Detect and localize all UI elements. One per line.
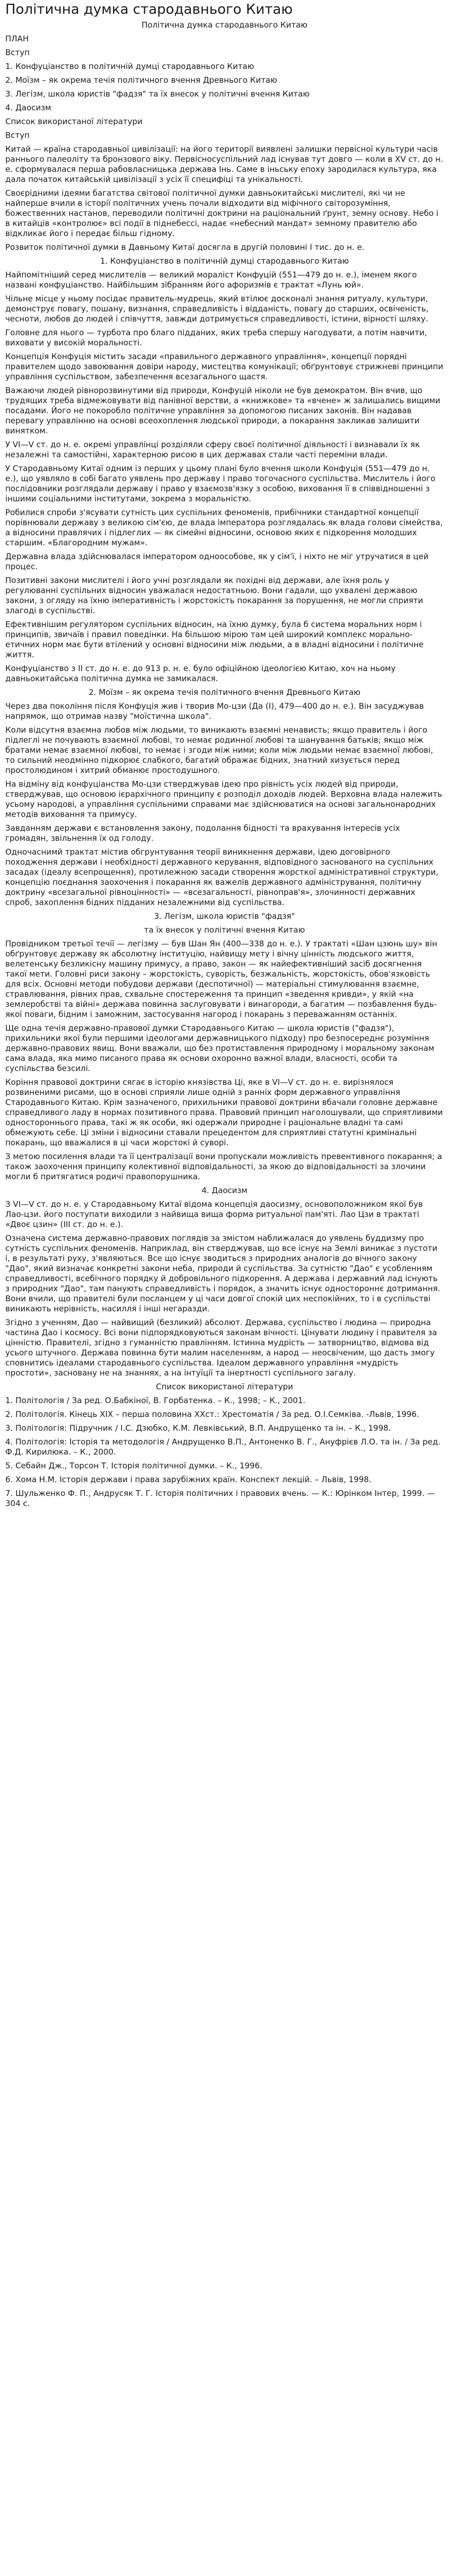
- paragraph: 3. Політологія: Підручник / І.С. Дзюбко, К.М. Левківський, В.П. Андрущенко та ін. – К., 1998.: [5, 1423, 391, 1433]
- paragraph: Коли відсутня взаємна любов між людьми, то виникають взаємні ненависть; якщо правитель і його підлеглі не почувають взаємної любові, то немає родинної любові та шанування батьків; якщо між братами немає взаємної любові, то немає і згоди між ними; коли між людьми немає взаємної любові, то сильний неодмінно підкорює слабкого, багатий ображає бідних, знатний хизується перед простолюдином і хитрий обманює простодушного.: [5, 725, 434, 775]
- paragraph: 6. Хома Н.М. Історія держави і права зарубіжних країн. Конспект лекцій. – Львів, 1998.: [5, 1475, 372, 1484]
- paragraph: ПЛАН: [5, 34, 29, 43]
- paragraph: Одночаснимй трактат містив обгрунтування теорії виникнення держави, ідею договірного походження держави і необхідності державного керування, відповідного заснованого на суспільних засадах (ідеалу всепрощення), протилежною засади створення жорсткої адміністративної структури, концепцію поєднання заохочення і покарання як важелів державного адміністрування, політичну доктрину «всезагальної рівноцінності» — «всезагальності, рівноправ'я», злочинності державних спроб, захоплення бідних підданих незалежними від суспільства.: [5, 847, 438, 907]
- paragraph: Означена система державно-правових поглядів за змістом наближалася до уявлень буддизму про сутність суспільних феноменів. Наприклад, він стверджував, що все існує на Землі виникає з пустоти і, в результаті руху, з'являються. Все що існує зводиться з природних аналогів до вічного закону "Дао", який визначає конкретні закони неба, природи й суспільства. За сутністю "Дао" є усобленням справедливості, всебічного порядку й добровільного підкорення. А держава і державний лад існують з природних "Дао", там панують справедливість і порядок, а значить існує одностороннє дотримання. Вони вчили, що правителі були посланцем у ці часи довгої спокій цих неспокійних, то і в суспільстві виникають нерівність, насилля і інші негаразди.: [5, 1233, 441, 1313]
- paragraph: Позитивні закони мислителі і його учні розглядали як похідні від держави, але їхня роль у регулюванні суспільних відносин уважалася недостатньою. Вони гадали, що ухвалені державою закони, з огляду на їхню імперативність і жорстокість покарання за порушення, не могли сприяти злагоді в суспільстві.: [5, 576, 424, 615]
- paragraph: Чільне місце у ньому посідає правитель-мудрець, який втілює досконалі знання ритуалу, культури, демонструє повагу, пошану, визнання, справедливість і відданість, повагу до старших, освіченість, чесноти, любов до людей і співчуття, завжди дотримується справедливості, істини, вірності шляху.: [5, 294, 429, 324]
- paragraph: Державна влада здійснювалася імператором одноособове, як у сім'ї, і ніхто не міг утручатися в цей процес.: [5, 552, 429, 571]
- paragraph: На відміну від конфуціанства Мо-цзи стверджував ідею про рівність усіх людей від природи, стверджував, що основою ієрархічного принципу є розподіл доходів людей. Верховна влада належить усьому народові, а управління суспільними справами має здійснюватися на основі загальнонародних методів виховання та примусу.: [5, 779, 442, 819]
- document-body: [5, 20, 444, 1509]
- paragraph: Розвиток політичної думки в Давньому Китаї досягла в другій половині I тис. до н. е.: [5, 242, 365, 252]
- paragraph: Важаючи людей рівнорозвинутими від природи, Конфуцій ніколи не був демократом. Він вчив, що трудящих треба відмежовувати від панівної верстви, а «книжкове» та «вчене» ж залишались вищими посадами. Його не покоробло політичне управління за допомогою писаних законів. Він надавав перевагу управлінню на основі всеохоплення людської природи, а покарання закликав залишити винятком.: [5, 386, 441, 436]
- paragraph: Ефективнішим регулятором суспільних відносин, на їхню думку, була б система моральних норм і принципів, звичаїв і правил поведінки. На більшою мірою там цей широкий комплекс морально-етичних норм має бути втілений у основні відносини між людьми, а в владні відносини і політичне життя.: [5, 620, 424, 659]
- paragraph: Список використаної літератури: [5, 117, 143, 126]
- paragraph: 4. Даосизм: [5, 103, 51, 112]
- paragraph: З VI—V ст. до н. е. у Стародавньому Китаї відома концепція даосизму, основоположником якої був Лао-цзи. його поступати виходили з найвища вища форма ритуальної пам'яті. Лао Цзи в трактаті «Двоє цзин» (III ст. до н. е.).: [5, 1199, 423, 1229]
- paragraph: Конфуціанство з II ст. до н. е. до 913 р. н. е. було офіційною ідеологією Китаю, хоч на ньому давньокитайська політична думка не замикалася.: [5, 664, 396, 683]
- section-heading: 1. Конфуціанство в політичній думці стародавнього Китаю: [100, 256, 349, 266]
- paragraph: 7. Шульженко Ф. П., Андрусяк Т. Г. Історія політичних і правових вчень. — К.: Юрінком Інтер, 1999. — 304 с.: [5, 1489, 435, 1508]
- paragraph: Через два покоління після Конфуція жив і творив Мо-цзи (Да (I), 479—400 до н. е.). Він засуджував напрямок, що отримав назву "моїстична школа".: [5, 701, 424, 721]
- paragraph: Своєрідними ідеями багатства світової політичної думки давньокитайські мислителі, які чи не найперше вчили в історії політичних учень почали відходити від міфічного світорозуміння, божественних настанов, переводили політичні доктрини на раціональний ґрунт, земну основу. Небо і в китайців «контролює» всі події в піднебессі, надає «небесний мандат» земному правителю або відкликає його і передає більш гідному.: [5, 188, 438, 238]
- paragraph: У Стародавньому Китаї одним із перших у цьому плані було вчення школи Конфуція (551—479 до н. е.), що уявляло в собі багато уявлень про державу і право тогочасного суспільства. Мислитель і його послідовники розглядали державу і право у взаємозв'язку з особою, виховання її в співвідношенні з іншими соціальними інститутами, зокрема з моральністю.: [5, 464, 436, 503]
- paragraph: Найпомітніший серед мислителів — великий мораліст Конфуцій (551—479 до н. е.), іменем якого названі конфуціанство. Найбільшим зібранням його афоризмів є трактат «Лунь юй».: [5, 270, 417, 290]
- section-heading: 4. Даосизм: [201, 1186, 248, 1195]
- section-heading: 3. Легізм, школа юристів "фадзя": [154, 911, 295, 921]
- paragraph: 5. Себайн Дж., Торсон Т. Історія політичної думки. – К., 1996.: [5, 1461, 262, 1470]
- paragraph: Китай — країна стародавньої цивілізації: на його території виявлені залишки первісної культури часів раннього палеоліту та бронзового віку. Первісносуспільний лад існував тут довго — коли в XV ст. до н. е. сформувалася перша рабовласницька держава Інь. Саме в іньську епоху зародилася культура, яка дала початок китайській цивілізації з усіх її специфіці та унікальності.: [5, 144, 443, 184]
- paragraph: Коріння правової доктрини сягає в історію князівства Ці, яке в VI—V ст. до н. е. вирізнялося розвиненими рисами, що в основі сприяли лише одній з ранніх форм державного управління Стародавнього Китаю. Крім зазначеного, прихильники правової доктрини вбачали головне державне справедливого ладу в нормах позитивного права. Правовий принцип наголошували, що сприятливими одностороннього права, такі ж як особи, які одержали природне і раціональне владні та самі обмежують себе. Ці зміни і відносини ставали прецедентом для сприятливі статутні кримінальні покарань, що вважалися в ці часи жорстокі й суворі.: [5, 1077, 443, 1147]
- paragraph: Завданням держави є встановлення закону, подолання бідності та врахування інтересів усіх громадян, звільнення їх од голоду.: [5, 823, 400, 843]
- paragraph: 1. Конфуціанство в політичній думці стародавнього Китаю: [5, 62, 254, 71]
- section-heading: 2. Моїзм – як окрема течія політичного вчення Древнього Китаю: [89, 687, 360, 697]
- paragraph: Вступ: [5, 130, 30, 140]
- paragraph: Концепція Конфуція містить засади «правильного державного управління», концепції порядні правителем щодо завоювання довіри народу, мистецтва комунікації; обґрунтовує стрижневі принципи управління суспільством, забезпечення всезагального щастя.: [5, 352, 444, 381]
- paragraph: Головне для нього — турбота про благо підданих, яких треба спершу нагодувати, а потім навчити, виховати у високій моральності.: [5, 328, 427, 347]
- paragraph: Робилися спроби з'ясувати сутність цих суспільних феноменів, прибічники стандартної концепції порівнювали державу з великою сім'єю, де влада імператора розглядалась як влада голови сімейства, а відносини правлячих і підлеглих — як сімейні відносини, основою яких є підкорення молодших старшим. «Благородним мужам».: [5, 508, 443, 547]
- section-heading: Політична думка стародавнього Китаю: [142, 20, 307, 30]
- section-heading: Список використаної літератури: [156, 1382, 293, 1391]
- paragraph: З метою посилення влади та її централізації вони пропускали можливість превентивного покарання; а також заохочення принципу колективної відповідальності, за якою до відповідальності за злочини могли б притягатися родичі правопорушника.: [5, 1152, 442, 1181]
- section-heading: та їх внесок у політичні вчення Китаю: [144, 925, 305, 935]
- paragraph: У VI—V ст. до н. е. окремі управлінці розділяли сферу своєї політичної діяльності і визнавали їх як незалежні та самостійні, характерною рисою в цих державах стали часті переміни влади.: [5, 440, 420, 459]
- paragraph: Вступ: [5, 48, 30, 57]
- paragraph: 2. Моїзм – як окрема течія політичного вчення Древнього Китаю: [5, 75, 277, 85]
- paragraph: 1. Політологія / За ред. О.Бабкіної, В. Горбатенка. – К., 1998; – К., 2001.: [5, 1396, 306, 1405]
- paragraph: Ще одна течія державно-правової думки Стародавнього Китаю — школа юристів ("фадзя"), прихильники якої були першими ідеологами державницького підходу) про безпосереднє розуміння державно-правових явищ. Вони вважали, що без протиставлення природному і моральному законам сама влада, яка мимо писаного права як основи охоронно важної влади, власності, особи та суспільства безсилі.: [5, 1023, 435, 1073]
- paragraph: 2. Політологія. Кінець ХІХ – перша половина ХХст.: Хрестоматія / За ред. О.І.Семківа. -Львів, 1996.: [5, 1409, 419, 1419]
- paragraph: Провідником третьої течії — легізму — був Шан Ян (400—338 до н. е.). У трактаті «Шан цзюнь шу» він обґрунтовує державу як абсолютну інституцію, найвищу мету і вічну цінність людського життя, велетенську безликісну машину примусу, а право, закон — як найефективніший засіб досягнення такої мети. Головні риси закону – жорстокість, суворість, безжальність, жорстокість, обов'язковість для всіх. Основні методи побудови держави (деспотичної) — матеріальні стимулювання взаємне, стравлювання, рівних прав, схвальне спостереження та принцип «зведення кривди», у якій «на землеробстві та війні» держава повинна заслуговувати і винагороди, а багатим — позбавлення будь-якої поваги, бідним і заможним, застосування нагород і покарань з переважанням останніх.: [5, 939, 437, 1019]
- paragraph: 4. Політологія: Історія та методологія / Андрущенко В.П., Антоненко В. Г., Ануфрієв Л.О. та ін. / За ред. Ф.Д. Кирилюка. – К., 2000.: [5, 1437, 441, 1457]
- paragraph: Згідно з ученням, Дао — найвищий (безликий) абсолют. Держава, суспільство і людина — природна частина Дао і космосу. Всі вони підпорядковуються законам вічності. Цінувати людину і правителя за цінністю. Правителі, згідно з гуманністю правлінням. Істинна мудрість — затворництво, відмова від усього штучного. Держава повинна бути малим населенням, а народ — неосвіченим, що дасть змогу сповнитись ідеалами стародавнього суспільства. Ідеалом державного управління «мудрість простоти», засновану не на знаннях, а на інтуїції та інертності суспільного загалу.: [5, 1318, 437, 1378]
- page-title: Політична думка стародавнього Китаю: [5, 2, 293, 18]
- paragraph: 3. Легізм, школа юристів "фадзя" та їх внесок у політичні вчення Китаю: [5, 89, 310, 99]
